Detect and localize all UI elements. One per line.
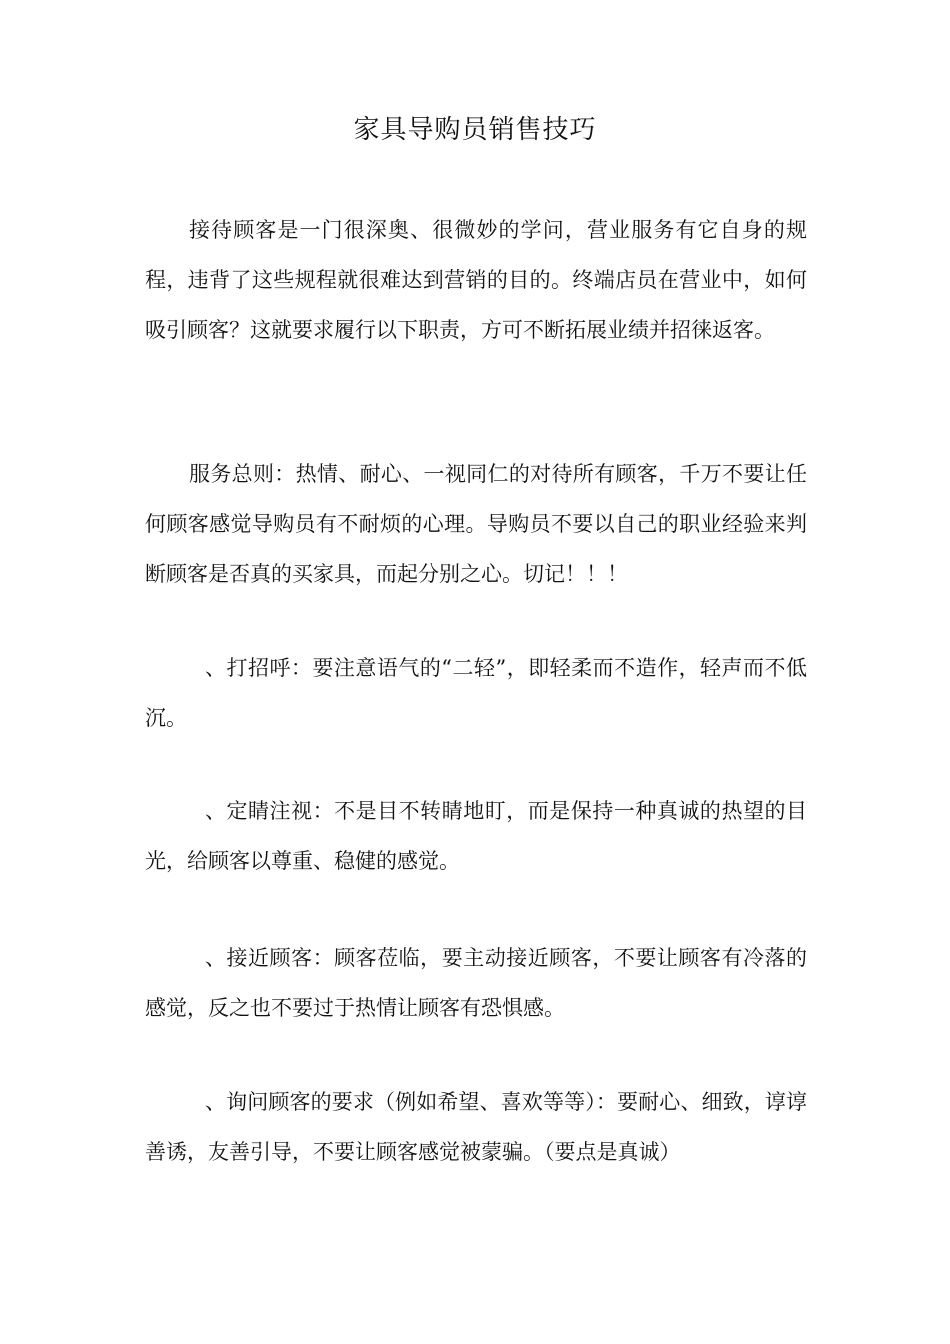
document-title: 家具导购员销售技巧	[353, 115, 597, 145]
paragraph-approach-customer: 、接近顾客：顾客莅临，要主动接近顾客，不要让顾客有冷落的感觉，反之也不要过于热情让顾客有恐惧感。	[145, 946, 807, 1020]
paragraph-intro: 接待顾客是一门很深奥、很微妙的学问，营业服务有它自身的规程，违背了这些规程就很难达到营销的目的。终端店员在营业中，如何吸引顾客？这就要求履行以下职责，方可不断拓展业绩并招徕返客。	[145, 218, 807, 342]
paragraph-service-principle: 服务总则：热情、耐心、一视同仁的对待所有顾客，千万不要让任何顾客感觉导购员有不耐烦的心理。导购员不要以自己的职业经验来判断顾客是否真的买家具，而起分别之心。切记！！！	[145, 462, 807, 586]
paragraph-eye-contact: 、定睛注视：不是目不转睛地盯，而是保持一种真诚的热望的目光，给顾客以尊重、稳健的感觉。	[145, 799, 807, 873]
paragraph-ask-requirements: 、询问顾客的要求（例如希望、喜欢等等）：要耐心、细致，谆谆善诱，友善引导，不要让顾客感觉被蒙骗。（要点是真诚）	[145, 1090, 807, 1164]
paragraph-greeting: 、打招呼：要注意语气的“二轻”，即轻柔而不造作，轻声而不低沉。	[145, 656, 807, 730]
